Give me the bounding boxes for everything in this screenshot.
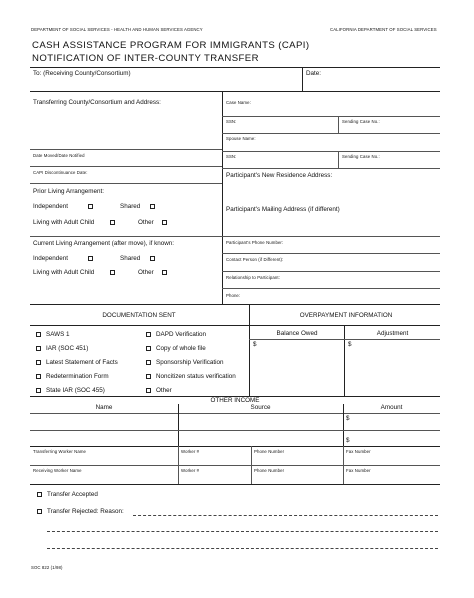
documentation-header: DOCUMENTATION SENT <box>102 312 176 319</box>
rule <box>222 91 223 304</box>
to-field[interactable] <box>120 70 298 82</box>
date-field[interactable] <box>324 70 436 82</box>
prior-other-checkbox[interactable] <box>162 220 167 225</box>
rule <box>30 430 440 431</box>
transferring-worker-label: Transferring Worker Name <box>33 449 87 454</box>
rule <box>30 413 440 414</box>
doc-item: Redetermination Form <box>46 373 109 380</box>
date-label: Date: <box>306 70 322 77</box>
doc-iar451-checkbox[interactable] <box>36 346 41 351</box>
current-independent-checkbox[interactable] <box>88 256 93 261</box>
receiving-fax-label: Fax Number <box>346 468 371 473</box>
income-name-header: Name <box>95 404 113 411</box>
residence-address-label: Participant's New Residence Address: <box>226 172 333 179</box>
phone-number-label: Participant's Phone Number: <box>226 240 284 245</box>
transferring-phone-label: Phone Number <box>254 449 285 454</box>
income-source-field[interactable] <box>182 432 339 445</box>
transfer-accepted-checkbox[interactable] <box>37 492 42 497</box>
doc-other-checkbox[interactable] <box>146 388 151 393</box>
overpayment-header: OVERPAYMENT INFORMATION <box>299 312 393 319</box>
transferring-worker-no-label: Worker # <box>181 449 200 454</box>
balance-dollar: $ <box>253 341 257 348</box>
rule <box>30 446 440 447</box>
prior-independent-checkbox[interactable] <box>88 204 93 209</box>
rule <box>222 151 440 152</box>
doc-item: Sponsorship Verification <box>156 359 224 366</box>
rule <box>222 116 440 117</box>
receiving-worker-no-label: Worker # <box>181 468 200 473</box>
current-independent-label: Independent <box>33 255 69 262</box>
income-source-field[interactable] <box>182 415 339 428</box>
receiving-phone-label: Phone Number <box>254 468 285 473</box>
transferring-fax-label: Fax Number <box>346 449 371 454</box>
doc-redetermination-checkbox[interactable] <box>36 374 41 379</box>
prior-independent-label: Independent <box>33 203 69 210</box>
rule <box>47 531 438 532</box>
case-name-label: Case Name: <box>226 100 251 105</box>
transfer-accepted-label: Transfer Accepted <box>47 491 98 498</box>
contact-person-label: Contact Person (if Different): <box>226 257 284 262</box>
current-adult-child-checkbox[interactable] <box>110 270 115 275</box>
rule <box>343 404 344 446</box>
rule <box>30 236 222 237</box>
relationship-label: Relationship to Participant: <box>226 275 280 280</box>
doc-item: State IAR (SOC 455) <box>46 387 105 394</box>
prior-other-label: Other <box>138 219 154 226</box>
rule <box>249 304 250 396</box>
spouse-name-field[interactable] <box>226 142 436 151</box>
phone-label: Phone: <box>226 293 241 298</box>
agency-left: DEPARTMENT OF SOCIAL SERVICES - HEALTH AND HUMAN SERVICES AGENCY <box>31 27 203 32</box>
sending-case-label: Sending Case No.: <box>342 119 380 124</box>
to-label: To: (Receiving County/Consortium) <box>33 70 131 77</box>
rule <box>249 339 440 340</box>
income-name-field[interactable] <box>34 432 174 445</box>
prior-adult-child-label: Living with Adult Child <box>33 219 95 226</box>
spouse-name-label: Spouse Name: <box>226 136 256 141</box>
rule <box>47 548 438 549</box>
rule <box>30 325 440 326</box>
rule <box>222 236 440 237</box>
agency-right: CALIFORNIA DEPARTMENT OF SOCIAL SERVICES <box>330 27 437 32</box>
rule <box>222 253 440 254</box>
rule <box>222 168 440 169</box>
doc-noncitizen-checkbox[interactable] <box>146 374 151 379</box>
current-other-checkbox[interactable] <box>162 270 167 275</box>
doc-item: Other <box>156 387 172 394</box>
doc-item: Latest Statement of Facts <box>46 359 118 366</box>
doc-item: SAWS 1 <box>46 331 70 338</box>
balance-owed-label: Balance Owed <box>276 330 318 337</box>
rule <box>30 304 440 305</box>
capi-disc-label: CAPI Discontinuance Date: <box>33 170 88 175</box>
transfer-rejected-label: Transfer Rejected: Reason: <box>47 508 124 515</box>
doc-item: Copy of whole file <box>156 345 206 352</box>
adjustment-label: Adjustment <box>376 330 409 337</box>
doc-statement-checkbox[interactable] <box>36 360 41 365</box>
case-name-field[interactable] <box>226 107 436 116</box>
rule <box>338 151 339 168</box>
income-amount-field[interactable] <box>353 432 436 445</box>
spouse-ssn-label: SSN: <box>226 154 237 159</box>
prior-living-label: Prior Living Arrangement: <box>33 188 105 195</box>
receiving-worker-label: Receiving Worker Name <box>33 468 82 473</box>
mailing-address-field[interactable] <box>226 215 436 235</box>
income-dollar: $ <box>346 415 350 422</box>
rule <box>30 484 440 485</box>
income-dollar: $ <box>346 437 350 444</box>
adjustment-field[interactable] <box>355 341 435 391</box>
doc-item: IAR (SOC 451) <box>46 345 89 352</box>
doc-item: DAPD Verification <box>156 331 207 338</box>
adjustment-dollar: $ <box>348 341 352 348</box>
rule <box>30 67 440 68</box>
form-id: SOC 822 (1/98) <box>31 565 63 570</box>
current-living-label: Current Living Arrangement (after move), if known: <box>33 240 175 247</box>
spouse-sending-case-label: Sending Case No.: <box>342 154 380 159</box>
balance-owed-field[interactable] <box>260 341 340 391</box>
rule <box>30 183 222 184</box>
transfer-rejected-checkbox[interactable] <box>37 509 42 514</box>
doc-sponsorship-checkbox[interactable] <box>146 360 151 365</box>
other-income-header: OTHER INCOME <box>210 397 260 404</box>
rule <box>30 149 222 150</box>
transferring-address-field[interactable] <box>33 109 218 147</box>
doc-state-iar-checkbox[interactable] <box>36 388 41 393</box>
income-source-header: Source <box>250 404 271 411</box>
rule <box>302 67 303 91</box>
rule <box>30 465 440 466</box>
rule <box>222 133 440 134</box>
doc-saws1-checkbox[interactable] <box>36 332 41 337</box>
ssn-label: SSN: <box>226 119 237 124</box>
prior-adult-child-checkbox[interactable] <box>110 220 115 225</box>
current-shared-checkbox[interactable] <box>150 256 155 261</box>
doc-item: Noncitizen status verification <box>156 373 236 380</box>
current-shared-label: Shared <box>120 255 141 262</box>
date-moved-label: Date Moved/Date Notified <box>33 153 85 158</box>
rule <box>222 271 440 272</box>
rule <box>178 404 179 446</box>
prior-shared-label: Shared <box>120 203 141 210</box>
transferring-label: Transferring County/Consortium and Address: <box>33 99 161 106</box>
rule <box>30 166 222 167</box>
rule <box>338 116 339 133</box>
doc-copy-file-checkbox[interactable] <box>146 346 151 351</box>
form-subtitle: NOTIFICATION OF INTER-COUNTY TRANSFER <box>32 53 259 64</box>
rule <box>222 288 440 289</box>
doc-dapd-checkbox[interactable] <box>146 332 151 337</box>
current-other-label: Other <box>138 269 154 276</box>
income-amount-field[interactable] <box>353 415 436 428</box>
residence-address-field[interactable] <box>226 181 436 201</box>
rule <box>30 91 440 92</box>
form-title: CASH ASSISTANCE PROGRAM FOR IMMIGRANTS (CAPI) <box>32 40 310 51</box>
income-name-field[interactable] <box>34 415 174 428</box>
current-adult-child-label: Living with Adult Child <box>33 269 95 276</box>
mailing-address-label: Participant's Mailing Address (if different) <box>226 206 340 213</box>
rejection-reason-field[interactable] <box>133 505 438 515</box>
prior-shared-checkbox[interactable] <box>150 204 155 209</box>
income-amount-header: Amount <box>380 404 403 411</box>
rule <box>133 515 438 516</box>
